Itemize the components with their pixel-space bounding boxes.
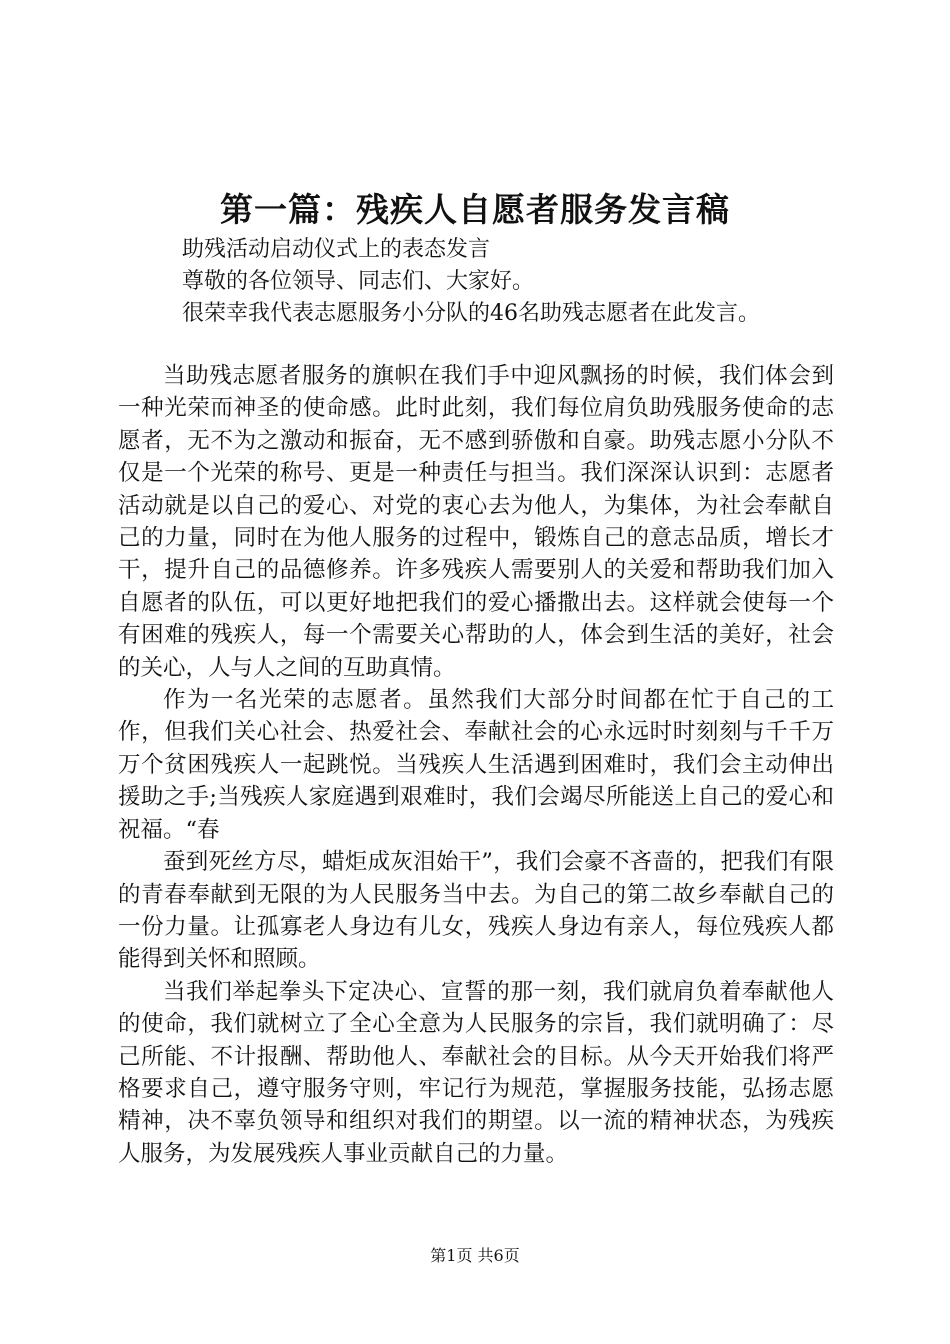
document-title: 第一篇：残疾人自愿者服务发言稿 xyxy=(220,190,730,229)
intro-line: 尊敬的各位领导、同志们、大家好。 xyxy=(182,269,535,294)
body-paragraph: 当我们举起拳头下定决心、宣誓的那一刻，我们就肩负着奉献他人的使命，我们就树立了全心全意为人民服务的宗旨，我们就明确了：尽己所能、不计报酬、帮助他人、奉献社会的目标。从今天开始我们将严格要求自己，遵守服务守则，牢记行为规范，掌握服务技能，弘扬志愿精神，决不辜负领导和组织对我们的期望。以一流的精神状态，为残疾人服务，为发展残疾人事业贡献自己的力量。 xyxy=(118,978,834,1167)
body-paragraph: 当助残志愿者服务的旗帜在我们手中迎风飘扬的时候，我们体会到一种光荣而神圣的使命感。此时此刻，我们每位肩负助残服务使命的志愿者，无不为之激动和振奋，无不感到骄傲和自豪。助残志愿小分队不仅是一个光荣的称号、更是一种责任与担当。我们深深认识到：志愿者活动就是以自己的爱心、对党的衷心去为他人，为集体，为社会奉献自己的力量，同时在为他人服务的过程中，锻炼自己的意志品质，增长才干，提升自己的品德修养。许多残疾人需要别人的关爱和帮助我们加入自愿者的队伍，可以更好地把我们的爱心播撒出去。这样就会使每一个有困难的残疾人，每一个需要关心帮助的人，体会到生活的美好，社会的关心，人与人之间的互助真情。 xyxy=(118,363,834,681)
intro-line: 助残活动启动仪式上的表态发言 xyxy=(182,237,491,262)
document-body xyxy=(118,360,834,1170)
intro-line: 很荣幸我代表志愿服务小分队的46名助残志愿者在此发言。 xyxy=(182,301,760,326)
body-paragraph: 作为一名光荣的志愿者。虽然我们大部分时间都在忙于自己的工作，但我们关心社会、热爱社会、奉献社会的心永远时时刻刻与千千万万个贫困残疾人一起跳悦。当残疾人生活遇到困难时，我们会主动伸出援助之手;当残疾人家庭遇到艰难时，我们会竭尽所能送上自己的爱心和祝福。“春 xyxy=(118,687,834,843)
intro-block xyxy=(182,234,882,330)
body-paragraph: 蚕到死丝方尽，蜡炬成灰泪始干”，我们会豪不吝啬的，把我们有限的青春奉献到无限的为人民服务当中去。为自己的第二故乡奉献自己的一份力量。让孤寡老人身边有儿女，残疾人身边有亲人，每位残疾人都能得到关怀和照顾。 xyxy=(118,849,834,973)
page-footer: 第1页 共6页 xyxy=(430,1246,520,1265)
